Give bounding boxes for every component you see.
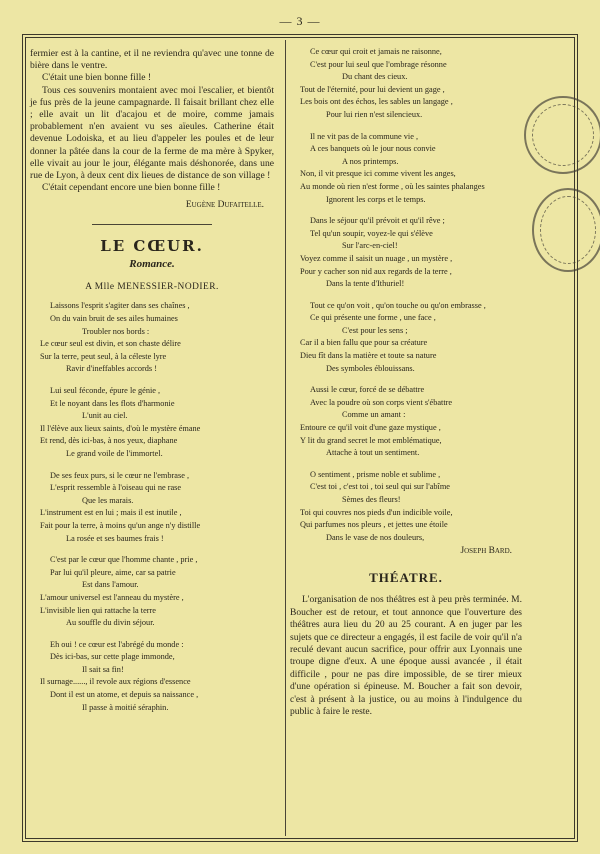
theatre-text bbox=[290, 594, 522, 718]
column-divider bbox=[285, 40, 286, 836]
poem-line: Troubler nos bords : bbox=[82, 326, 150, 336]
poem-line: Des symboles éblouissans. bbox=[326, 363, 415, 373]
postmark-stamp-top bbox=[524, 96, 600, 174]
poem-line: Au monde où rien n'est forme , où les saintes phalanges bbox=[300, 181, 485, 191]
poem-line: C'est toi , c'est toi , toi seul qui sur l'abîme bbox=[310, 482, 450, 492]
poem-line: Dans la tente d'Ithuriel! bbox=[326, 279, 405, 289]
poem-dedication: A Mlle MENESSIER-NODIER. bbox=[85, 282, 219, 293]
poem-line: Il l'élève aux lieux saints, d'où le mystère émane bbox=[40, 423, 201, 433]
poem-line: Toi qui couvres nos pieds d'un indicible voile, bbox=[300, 507, 453, 517]
poem-line: Comme un amant : bbox=[342, 410, 406, 420]
poem-stanza bbox=[290, 46, 522, 122]
poem-line: Lui seul féconde, épure le génie , bbox=[50, 386, 161, 395]
poem-line: Entoure ce qu'il voit d'une gaze mystique , bbox=[300, 423, 441, 433]
poem-line: Sur la terre, peut seul, à la céleste lyre bbox=[40, 351, 167, 361]
theatre-paragraph: L'organisation de nos théâtres est à peu près terminée. M. Boucher est de retour, et tout annonce que l'ouverture des théâtres aura lieu du 20 au 25 courant. A en juger par les sujets que ce directeur a engagés, il est facile de voir qu'il n'a reculé devant aucun sacrifice, pour offrir aux Lyonnais une troupe digne d'eux. A une époque aussi avancée , il était difficile , pour ne pas dire impossible, de se tirer mieux d'une opération si épineuse. M. Boucher a fait son devoir, c'est à présent à la justice, ou au moins à l'indulgence du public à faire le reste. bbox=[290, 595, 522, 718]
poem-line: Il sait sa fin! bbox=[82, 664, 124, 674]
poem-line: Eh oui ! ce cœur est l'abrégé du monde : bbox=[50, 639, 184, 649]
story-text bbox=[30, 48, 274, 194]
poem-line: Les bois ont des échos, les sables un langage , bbox=[300, 97, 453, 107]
poem-line: Le grand voile de l'immortel. bbox=[66, 448, 163, 458]
poem-stanza bbox=[290, 300, 522, 376]
section-rule bbox=[92, 224, 212, 225]
poem-signature: Joseph Bard. bbox=[460, 546, 512, 557]
poem-line: Non, il vit presque ici comme vivent les anges, bbox=[300, 169, 456, 179]
poem-line: Tout ce qu'on voit , qu'on touche ou qu'on embrasse , bbox=[310, 300, 486, 310]
poem-line: Sèmes des fleurs! bbox=[342, 495, 401, 504]
poem-line: Il surnage......, il revole aux régions d'essence bbox=[40, 677, 191, 687]
poem-line: L'amour universel est l'anneau du mystère , bbox=[40, 592, 184, 602]
story-paragraph: fermier est à la cantine, et il ne reviendra qu'avec une tonne de bière dans le ventre. bbox=[30, 48, 274, 72]
poem-stanza bbox=[30, 300, 274, 376]
poem-line: Et rend, dès ici-bas, à nos yeux, diaphane bbox=[40, 436, 178, 446]
poem-line: Aussi le cœur, forcé de se débattre bbox=[310, 385, 425, 395]
story-paragraph: Tous ces souvenirs montaient avec moi l'escalier, et bientôt je fus près de la jeune campagnarde. Il faisait brillant chez elle ; elle avait un lit d'acajou et de moire, comme jamais probablement n'en avaient vu ses aïeules. Catherine était devenue Lodoiska, et au lieu d'appeler les poules et de leur donner la pâtée dans la cour de la ferme de ma mère à Spyker, elle vivait au jour le jour, élégante mais déshonorée, dans une rue de Lyon, à deux cent dix lieues de distance de son village ! bbox=[30, 84, 274, 182]
poem-line: Pour lui rien n'est silencieux. bbox=[326, 109, 423, 119]
poem-line: Au souffle du divin séjour. bbox=[66, 618, 155, 628]
left-column bbox=[30, 48, 274, 723]
poem-line: Du chant des cieux. bbox=[342, 72, 408, 82]
poem-line: Pour y cacher son nid aux regards de la terre , bbox=[300, 266, 452, 276]
poem-stanza bbox=[30, 554, 274, 630]
poem-line: Dont il est un atome, et depuis sa naissance , bbox=[50, 690, 199, 700]
story-paragraph: C'était cependant encore une bien bonne fille ! bbox=[42, 182, 221, 194]
poem-line: C'est pour les sens ; bbox=[342, 325, 408, 335]
poem-line: Ravir d'ineffables accords ! bbox=[66, 364, 157, 374]
poem-line: Car il a bien fallu que pour sa créature bbox=[300, 338, 428, 348]
poem-line: Dans le vase de nos douleurs, bbox=[326, 532, 425, 542]
poem-line: Sur l'arc-en-ciel! bbox=[342, 241, 398, 251]
page-number: — 3 — bbox=[279, 14, 321, 28]
poem-line: Et le noyant dans les flots d'harmonie bbox=[50, 398, 175, 408]
poem-stanza bbox=[30, 385, 274, 461]
poem-line: Fait pour la terre, à moins qu'un ange n'y distille bbox=[40, 520, 201, 530]
postmark-stamp-bottom bbox=[532, 188, 600, 272]
poem-line: Que les marais. bbox=[82, 495, 134, 505]
poem-line: Dans le séjour qu'il prévoit et qu'il rêve ; bbox=[310, 216, 445, 226]
poem-stanza bbox=[290, 131, 522, 207]
poem-line: Ce cœur qui croit et jamais ne raisonne, bbox=[310, 47, 442, 56]
poem-line: L'instrument est en lui ; mais il est inutile , bbox=[40, 508, 182, 518]
theatre-heading: THÉATRE. bbox=[369, 570, 443, 586]
poem-left bbox=[30, 300, 274, 714]
poem-title: LE CŒUR. bbox=[100, 237, 204, 256]
poem-line: C'est pour lui seul que l'ombrage résonne bbox=[310, 59, 447, 69]
poem-line: Tel qu'un soupir, voyez-le qui s'élève bbox=[310, 228, 433, 238]
poem-line: Ce qui présente une forme , une face , bbox=[310, 313, 436, 323]
story-paragraph: C'était une bien bonne fille ! bbox=[42, 72, 152, 84]
poem-line: Est dans l'amour. bbox=[82, 580, 139, 590]
poem-stanza bbox=[290, 215, 522, 291]
poem-line: Dès ici-bas, sur cette plage immonde, bbox=[50, 652, 175, 662]
poem-line: Voyez comme il saisit un nuage , un mystère , bbox=[300, 253, 453, 263]
poem-line: L'invisible lien qui rattache la terre bbox=[40, 605, 156, 615]
poem-line: Ignorent les corps et le temps. bbox=[326, 194, 426, 204]
poem-stanza bbox=[290, 469, 522, 545]
author-signature: Eugène Dufaitelle. bbox=[185, 200, 264, 211]
poem-line: De ses feux purs, si le cœur ne l'embrase , bbox=[50, 470, 190, 480]
poem-right bbox=[290, 46, 522, 544]
poem-line: On du vain bruit de ses ailes humaines bbox=[50, 314, 178, 324]
poem-stanza bbox=[30, 639, 274, 715]
poem-subtitle: Romance. bbox=[129, 258, 175, 271]
poem-line: L'esprit ressemble à l'oiseau qui ne rase bbox=[50, 483, 182, 493]
poem-line: A nos printemps. bbox=[342, 156, 399, 166]
poem-line: La rosée et ses baumes frais ! bbox=[66, 533, 164, 543]
poem-line: C'est par le cœur que l'homme chante , prie , bbox=[50, 555, 198, 565]
poem-line: Attache à tout un sentiment. bbox=[326, 448, 420, 458]
poem-stanza bbox=[290, 384, 522, 460]
poem-line: Il ne vit pas de la commune vie , bbox=[310, 131, 419, 141]
poem-line: Par lui qu'il pleure, aime, car sa patrie bbox=[50, 567, 176, 577]
poem-stanza bbox=[30, 470, 274, 546]
poem-line: Y lit du grand secret le mot emblématique, bbox=[300, 435, 442, 445]
poem-line: Il passe à moitié séraphin. bbox=[82, 702, 169, 712]
right-column bbox=[290, 46, 522, 718]
poem-line: Tout de l'éternité, pour lui devient un gage , bbox=[300, 84, 445, 94]
poem-line: O sentiment , prisme noble et sublime , bbox=[310, 469, 441, 479]
poem-line: Qui parfumes nos pleurs , et jettes une étoile bbox=[300, 520, 448, 530]
poem-line: Le cœur seul est divin, et son chaste délire bbox=[40, 339, 181, 349]
poem-line: Avec la poudre où son corps vient s'ébattre bbox=[310, 397, 453, 407]
poem-line: A ces banquets où le jour nous convie bbox=[310, 144, 436, 154]
poem-line: Laissons l'esprit s'agiter dans ses chaînes , bbox=[50, 301, 190, 311]
poem-line: Dieu fît dans la matière et toute sa nature bbox=[300, 351, 437, 361]
poem-line: L'unit au ciel. bbox=[82, 411, 128, 421]
